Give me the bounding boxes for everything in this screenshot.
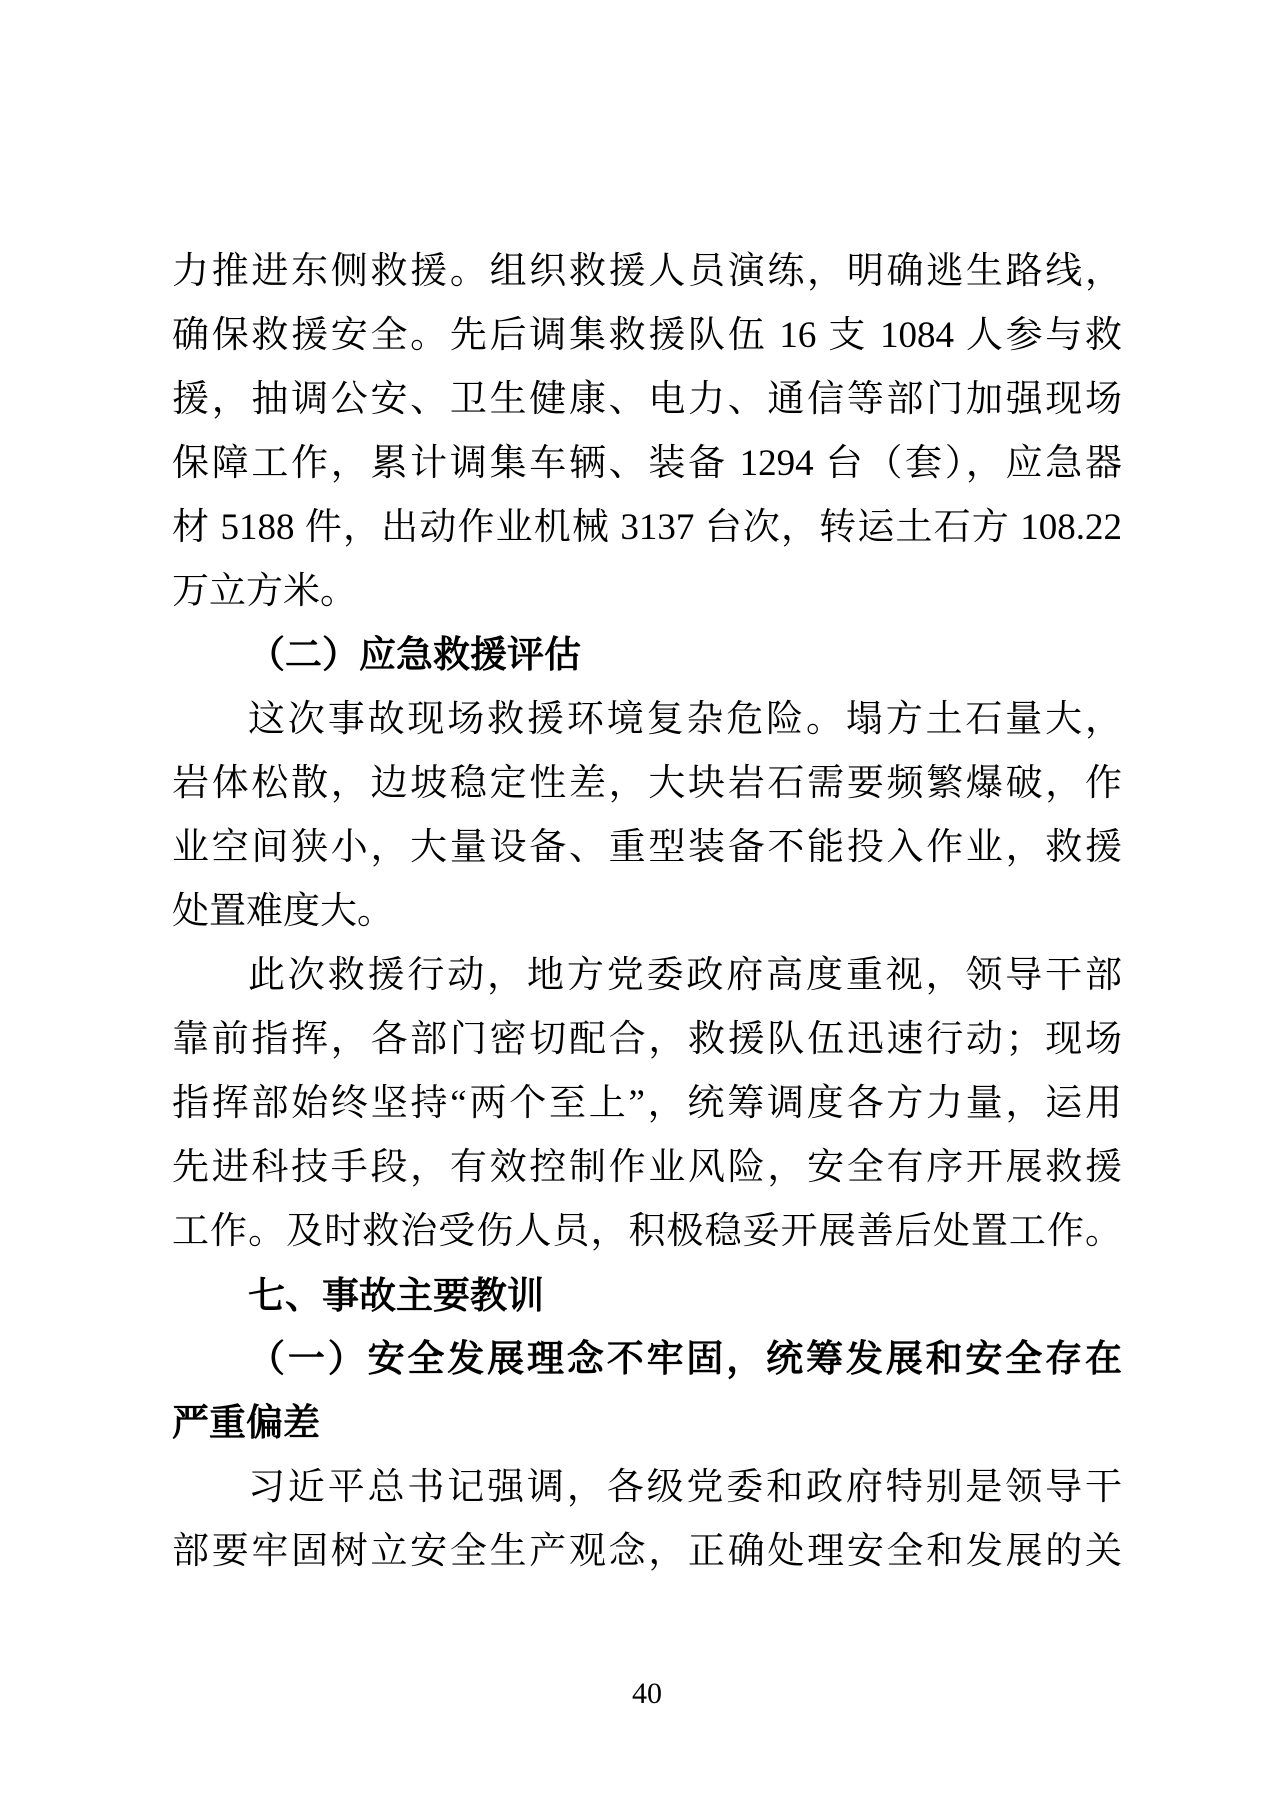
text-line: 业空间狭小，大量设备、重型装备不能投入作业，救援 — [172, 827, 1122, 868]
text-line: 万立方米。 — [172, 571, 357, 612]
para-rescue-mobilization — [172, 240, 1122, 624]
document-body — [172, 240, 1122, 1584]
text-line: （二）应急救援评估 — [248, 635, 581, 676]
page-number: 40 — [632, 1677, 662, 1710]
para-rescue-action — [172, 944, 1122, 1264]
text-line: 严重偏差 — [172, 1403, 320, 1444]
text-line: 工作。及时救治受伤人员，积极稳妥开展善后处置工作。 — [172, 1211, 1122, 1252]
heading-section-7-1-safety-concept — [172, 1328, 1122, 1456]
text-line: 岩体松散，边坡稳定性差，大块岩石需要频繁爆破，作 — [172, 763, 1122, 804]
text-line: 处置难度大。 — [172, 891, 394, 932]
heading-section-7-main-lessons — [172, 1264, 1122, 1328]
text-line: （一）安全发展理念不牢固，统筹发展和安全存在 — [248, 1339, 1122, 1380]
text-line: 部要牢固树立安全生产观念，正确处理安全和发展的关 — [172, 1531, 1122, 1572]
text-line: 确保救援安全。先后调集救援队伍 16 支 1084 人参与救 — [172, 315, 1122, 356]
text-line: 材 5188 件，出动作业机械 3137 台次，转运土石方 108.22 — [172, 507, 1122, 548]
text-line: 指挥部始终坚持“两个至上”，统筹调度各方力量，运用 — [172, 1083, 1122, 1124]
heading-section-2-rescue-evaluation — [172, 624, 1122, 688]
text-line: 先进科技手段，有效控制作业风险，安全有序开展救援 — [172, 1147, 1122, 1188]
text-line: 七、事故主要教训 — [248, 1275, 544, 1316]
para-rescue-environment — [172, 688, 1122, 944]
text-line: 靠前指挥，各部门密切配合，救援队伍迅速行动；现场 — [172, 1019, 1122, 1060]
text-line: 这次事故现场救援环境复杂危险。塌方土石量大， — [248, 699, 1122, 740]
text-line: 力推进东侧救援。组织救援人员演练，明确逃生路线， — [172, 251, 1122, 292]
text-line: 习近平总书记强调，各级党委和政府特别是领导干 — [248, 1467, 1122, 1508]
text-line: 保障工作，累计调集车辆、装备 1294 台（套），应急器 — [172, 443, 1122, 484]
text-line: 此次救援行动，地方党委政府高度重视，领导干部 — [248, 955, 1122, 996]
para-lesson-general-secretary — [172, 1456, 1122, 1584]
text-line: 援，抽调公安、卫生健康、电力、通信等部门加强现场 — [172, 379, 1122, 420]
